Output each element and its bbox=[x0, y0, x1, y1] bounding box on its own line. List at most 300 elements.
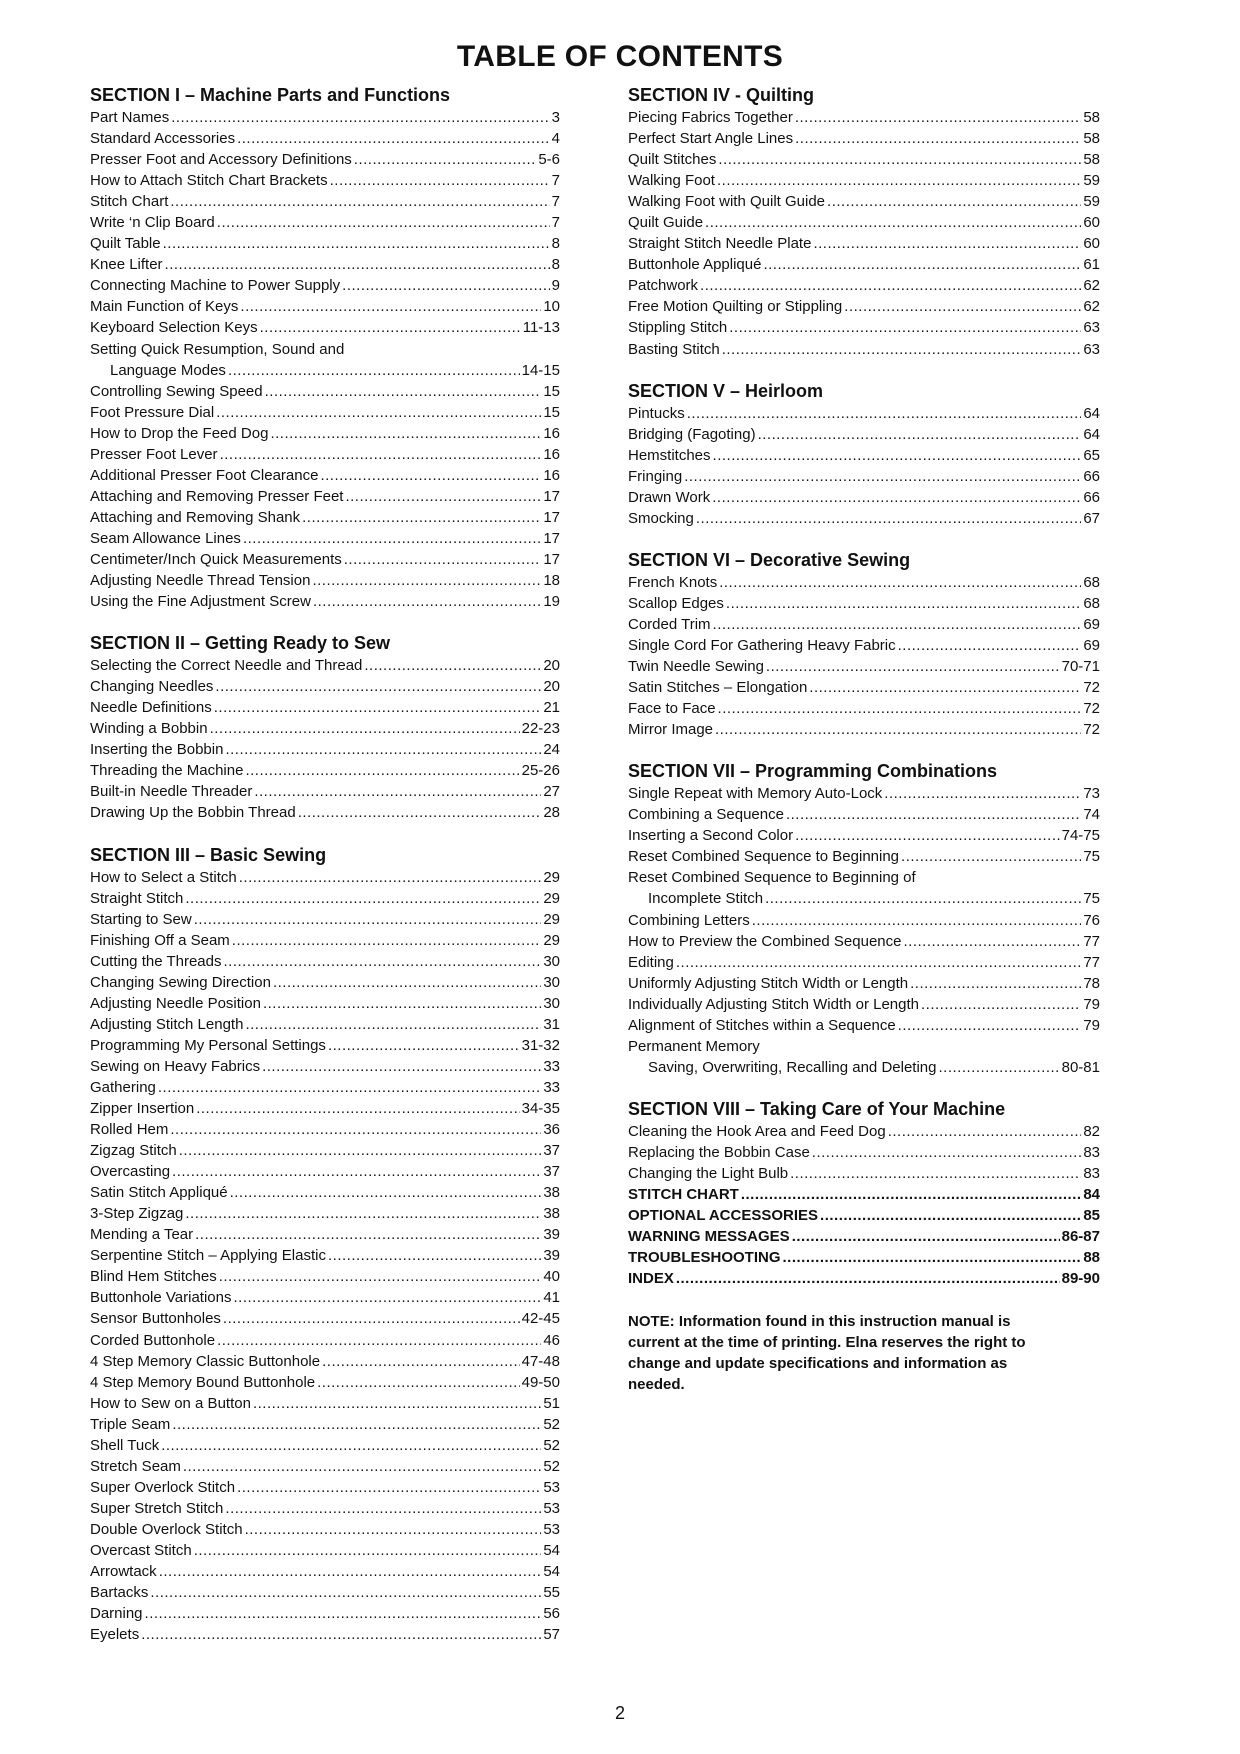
leader-dots bbox=[687, 403, 1082, 424]
leader-dots bbox=[263, 993, 541, 1014]
toc-entry-page: 49-50 bbox=[521, 1373, 560, 1391]
leader-dots bbox=[196, 1098, 519, 1119]
toc-entry bbox=[90, 486, 560, 507]
toc-entry bbox=[628, 973, 1100, 994]
leader-dots bbox=[262, 1056, 541, 1077]
leader-dots bbox=[302, 507, 541, 528]
leader-dots bbox=[812, 1142, 1082, 1163]
toc-entry-page: 7 bbox=[551, 193, 560, 211]
toc-entry-label: Programming My Personal Settings bbox=[90, 1036, 326, 1054]
toc-entry-label: Gathering bbox=[90, 1078, 156, 1096]
toc-entry-label: Overcast Stitch bbox=[90, 1542, 192, 1559]
leader-dots bbox=[741, 1184, 1081, 1205]
section-heading: SECTION III – Basic Sewing bbox=[90, 844, 327, 865]
leader-dots bbox=[237, 128, 550, 149]
toc-entry-label: Buttonhole Appliqué bbox=[628, 256, 762, 274]
toc-entry-label: Basting Stitch bbox=[628, 340, 720, 358]
leader-dots bbox=[185, 888, 541, 909]
toc-entry bbox=[90, 930, 560, 951]
toc-entry-label: Straight Stitch Needle Plate bbox=[628, 235, 812, 253]
toc-entry-label: Blind Hem Stitches bbox=[90, 1268, 217, 1286]
leader-dots bbox=[676, 952, 1081, 973]
toc-entry-label: Perfect Start Angle Lines bbox=[628, 130, 794, 148]
leader-dots bbox=[223, 951, 541, 972]
toc-entry-label: Replacing the Bobbin Case bbox=[628, 1143, 810, 1161]
toc-entry-label: Quilt Stitches bbox=[628, 151, 717, 169]
toc-entry bbox=[90, 1456, 560, 1477]
leader-dots bbox=[722, 339, 1082, 360]
leader-dots bbox=[765, 888, 1081, 909]
leader-dots bbox=[172, 1414, 541, 1435]
leader-dots bbox=[313, 591, 541, 612]
toc-entry bbox=[628, 614, 1100, 635]
toc-entry-label: Adjusting Needle Position bbox=[90, 994, 261, 1012]
toc-entry-label: Selecting the Correct Needle and Thread bbox=[90, 657, 363, 675]
toc-entry bbox=[90, 317, 560, 338]
toc-entry-label: Reset Combined Sequence to Beginning of bbox=[628, 869, 916, 887]
leader-dots bbox=[210, 718, 520, 739]
toc-entry bbox=[90, 1603, 560, 1624]
toc-section bbox=[628, 549, 1100, 740]
leader-dots bbox=[145, 1603, 542, 1624]
toc-entry-page: 39 bbox=[543, 1247, 560, 1265]
toc-entry-page: 24 bbox=[543, 741, 560, 759]
leader-dots bbox=[364, 655, 541, 676]
leader-dots bbox=[150, 1582, 541, 1603]
toc-entry-label: Incomplete Stitch bbox=[648, 890, 764, 908]
leader-dots bbox=[898, 1015, 1082, 1036]
toc-entry bbox=[90, 1161, 560, 1182]
leader-dots bbox=[910, 973, 1081, 994]
toc-entry-label: Presser Foot and Accessory Definitions bbox=[90, 151, 352, 169]
section-heading: SECTION VIII – Taking Care of Your Machine bbox=[628, 1098, 1006, 1119]
leader-dots bbox=[766, 656, 1060, 677]
toc-entry-label: How to Select a Stitch bbox=[90, 868, 237, 886]
toc-entry bbox=[90, 1014, 560, 1035]
toc-entry-page: 8 bbox=[551, 256, 560, 274]
leader-dots bbox=[718, 149, 1081, 170]
toc-entry bbox=[628, 508, 1100, 529]
toc-left-column bbox=[90, 84, 560, 1665]
toc-entry-label: Starting to Sew bbox=[90, 910, 192, 928]
toc-entry bbox=[90, 697, 560, 718]
toc-entry-page: 57 bbox=[543, 1626, 560, 1644]
toc-entry bbox=[628, 1247, 1100, 1268]
leader-dots bbox=[719, 572, 1081, 593]
leader-dots bbox=[713, 614, 1082, 635]
toc-entry-page: 85 bbox=[1083, 1207, 1100, 1225]
toc-entry-page: 74 bbox=[1083, 806, 1100, 824]
toc-entry-page: 53 bbox=[543, 1478, 560, 1496]
toc-entry bbox=[90, 1077, 560, 1098]
toc-entry bbox=[628, 783, 1100, 804]
toc-entry-page: 68 bbox=[1083, 594, 1100, 612]
leader-dots bbox=[270, 423, 541, 444]
toc-entry bbox=[628, 254, 1100, 275]
leader-dots bbox=[827, 191, 1081, 212]
leader-dots bbox=[165, 254, 550, 275]
section-heading: SECTION II – Getting Ready to Sew bbox=[90, 633, 391, 654]
toc-entry-label: Super Stretch Stitch bbox=[90, 1499, 224, 1517]
toc-entry bbox=[90, 1540, 560, 1561]
leader-dots bbox=[245, 1014, 541, 1035]
toc-entry bbox=[90, 275, 560, 296]
leader-dots bbox=[163, 233, 550, 254]
toc-entry-label: Language Modes bbox=[110, 361, 226, 379]
leader-dots bbox=[729, 317, 1081, 338]
leader-dots bbox=[888, 1121, 1082, 1142]
toc-entry-label: Presser Foot Lever bbox=[90, 445, 218, 463]
toc-entry bbox=[90, 1287, 560, 1308]
toc-entry-label: Overcasting bbox=[90, 1163, 171, 1181]
toc-entry bbox=[90, 1056, 560, 1077]
toc-entry bbox=[90, 1119, 560, 1140]
toc-entry bbox=[628, 233, 1100, 254]
toc-entry-label: Stitch Chart bbox=[90, 193, 169, 211]
toc-entry-label: Centimeter/Inch Quick Measurements bbox=[90, 550, 342, 568]
toc-entry bbox=[90, 1393, 560, 1414]
toc-entry bbox=[90, 909, 560, 930]
toc-entry bbox=[628, 1142, 1100, 1163]
toc-entry bbox=[628, 888, 1100, 909]
leader-dots bbox=[216, 402, 541, 423]
toc-entry bbox=[628, 212, 1100, 233]
toc-entry bbox=[90, 1098, 560, 1119]
toc-entry-label: INDEX bbox=[628, 1270, 674, 1288]
toc-entry bbox=[90, 381, 560, 402]
leader-dots bbox=[330, 170, 550, 191]
section-heading: SECTION I – Machine Parts and Functions bbox=[90, 85, 451, 105]
toc-entry bbox=[90, 339, 560, 360]
leader-dots bbox=[718, 698, 1082, 719]
toc-entry-label: Double Overlock Stitch bbox=[90, 1520, 243, 1538]
toc-entry-label: Piecing Fabrics Together bbox=[628, 109, 793, 126]
leader-dots bbox=[786, 804, 1081, 825]
toc-entry-label: 4 Step Memory Classic Buttonhole bbox=[90, 1352, 321, 1370]
toc-entry-page: 77 bbox=[1083, 932, 1100, 950]
toc-entry-label: 4 Step Memory Bound Buttonhole bbox=[90, 1373, 316, 1391]
toc-entry-label: Changing Sewing Direction bbox=[90, 973, 271, 991]
toc-entry bbox=[628, 1015, 1100, 1036]
toc-entry bbox=[90, 1035, 560, 1056]
toc-entry-label: Serpentine Stitch – Applying Elastic bbox=[90, 1247, 326, 1265]
toc-entry bbox=[628, 424, 1100, 445]
toc-entry bbox=[90, 402, 560, 423]
toc-entry-page: 51 bbox=[543, 1394, 560, 1412]
toc-entry bbox=[628, 867, 1100, 888]
leader-dots bbox=[215, 676, 541, 697]
leader-dots bbox=[214, 697, 542, 718]
toc-entry bbox=[90, 1351, 560, 1372]
toc-entry bbox=[628, 572, 1100, 593]
toc-entry-label: Walking Foot bbox=[628, 172, 715, 190]
toc-entry-label: Sensor Buttonholes bbox=[90, 1310, 221, 1328]
toc-entry-label: Stretch Seam bbox=[90, 1457, 181, 1475]
toc-entry bbox=[90, 528, 560, 549]
toc-entry-page: 83 bbox=[1083, 1164, 1100, 1182]
section-heading: SECTION V – Heirloom bbox=[628, 380, 824, 401]
toc-entry bbox=[90, 802, 560, 823]
toc-entry-page: 53 bbox=[543, 1499, 560, 1517]
toc-entry-page: 20 bbox=[543, 657, 560, 675]
toc-entry-label: Changing the Light Bulb bbox=[628, 1164, 789, 1182]
toc-entry-label: How to Attach Stitch Chart Brackets bbox=[90, 172, 328, 190]
toc-entry bbox=[628, 107, 1100, 128]
leader-dots bbox=[712, 487, 1081, 508]
leader-dots bbox=[763, 254, 1081, 275]
leader-dots bbox=[328, 1035, 520, 1056]
toc-entry-label: Mirror Image bbox=[628, 721, 714, 739]
toc-entry-label: Smocking bbox=[628, 509, 694, 527]
toc-entry-label: Hemstitches bbox=[628, 446, 711, 464]
toc-entry-label: Super Overlock Stitch bbox=[90, 1478, 236, 1496]
toc-section bbox=[628, 1098, 1100, 1289]
toc-section bbox=[628, 380, 1100, 529]
toc-entry-label: Zigzag Stitch bbox=[90, 1142, 177, 1160]
toc-entry-page: 8 bbox=[551, 235, 560, 253]
section-heading: SECTION VI – Decorative Sewing bbox=[628, 549, 911, 570]
toc-entry bbox=[90, 1498, 560, 1519]
toc-entry-label: Drawn Work bbox=[628, 488, 711, 506]
leader-dots bbox=[170, 191, 549, 212]
toc-entry-label: Attaching and Removing Presser Feet bbox=[90, 487, 344, 505]
leader-dots bbox=[179, 1140, 542, 1161]
toc-entry bbox=[90, 1245, 560, 1266]
toc-entry-page: 30 bbox=[543, 952, 560, 970]
toc-entry bbox=[90, 1182, 560, 1203]
toc-entry-label: Single Repeat with Memory Auto-Lock bbox=[628, 785, 883, 803]
toc-entry bbox=[628, 275, 1100, 296]
toc-entry-page: 58 bbox=[1083, 151, 1100, 169]
toc-entry-label: Combining a Sequence bbox=[628, 806, 784, 824]
leader-dots bbox=[217, 1330, 541, 1351]
toc-entry-label: Threading the Machine bbox=[90, 762, 244, 780]
toc-entry-label: Inserting a Second Color bbox=[628, 827, 794, 845]
toc-entry-page: 20 bbox=[543, 678, 560, 696]
toc-entry-page: 66 bbox=[1083, 467, 1100, 485]
leader-dots bbox=[795, 825, 1060, 846]
toc-entry-label: 3-Step Zigzag bbox=[90, 1205, 184, 1223]
leader-dots bbox=[217, 212, 550, 233]
toc-entry bbox=[90, 465, 560, 486]
toc-entry bbox=[628, 931, 1100, 952]
leader-dots bbox=[904, 931, 1082, 952]
leader-dots bbox=[194, 1540, 542, 1561]
section-heading: SECTION IV - Quilting bbox=[628, 85, 814, 105]
toc-entry bbox=[628, 339, 1100, 360]
toc-entry-page: 82 bbox=[1083, 1122, 1100, 1140]
leader-dots bbox=[809, 677, 1081, 698]
toc-entry-page: 52 bbox=[543, 1415, 560, 1433]
toc-entry bbox=[90, 549, 560, 570]
toc-entry bbox=[90, 1519, 560, 1540]
toc-entry bbox=[628, 149, 1100, 170]
toc-entry bbox=[90, 107, 560, 128]
toc-entry-label: Patchwork bbox=[628, 277, 699, 295]
toc-entry-page: 52 bbox=[543, 1457, 560, 1475]
toc-entry bbox=[628, 317, 1100, 338]
toc-entry-label: Knee Lifter bbox=[90, 256, 163, 274]
leader-dots bbox=[705, 212, 1081, 233]
leader-dots bbox=[159, 1561, 542, 1582]
toc-entry-label: Quilt Table bbox=[90, 235, 161, 253]
toc-entry bbox=[628, 910, 1100, 931]
leader-dots bbox=[225, 739, 541, 760]
leader-dots bbox=[298, 802, 542, 823]
toc-entry-label: Saving, Overwriting, Recalling and Deleting bbox=[648, 1058, 937, 1076]
toc-entry bbox=[90, 1140, 560, 1161]
leader-dots bbox=[260, 317, 521, 338]
toc-entry bbox=[90, 1561, 560, 1582]
toc-entry-page: 53 bbox=[543, 1520, 560, 1538]
toc-entry-label: Setting Quick Resumption, Sound and bbox=[90, 340, 345, 358]
leader-dots bbox=[228, 360, 520, 381]
toc-entry-label: Fringing bbox=[628, 467, 683, 485]
toc-entry-label: French Knots bbox=[628, 573, 718, 591]
toc-entry bbox=[90, 1435, 560, 1456]
toc-entry bbox=[628, 1226, 1100, 1247]
toc-entry-page: 36 bbox=[543, 1121, 560, 1139]
toc-entry-page: 29 bbox=[543, 889, 560, 907]
toc-entry bbox=[90, 1266, 560, 1287]
leader-dots bbox=[223, 1308, 520, 1329]
toc-entry-label: Stippling Stitch bbox=[628, 319, 728, 337]
toc-entry-page: 61 bbox=[1083, 256, 1100, 274]
toc-entry bbox=[90, 993, 560, 1014]
leader-dots bbox=[676, 1268, 1060, 1289]
leader-dots bbox=[171, 107, 549, 128]
toc-entry-page: 60 bbox=[1083, 235, 1100, 253]
toc-entry-label: Adjusting Needle Thread Tension bbox=[90, 572, 311, 590]
toc-entry bbox=[628, 1205, 1100, 1226]
leader-dots bbox=[254, 781, 541, 802]
toc-entry bbox=[90, 360, 560, 381]
leader-dots bbox=[245, 760, 519, 781]
leader-dots bbox=[696, 508, 1081, 529]
toc-entry-page: 5-6 bbox=[538, 151, 560, 169]
leader-dots bbox=[183, 1456, 541, 1477]
toc-entry bbox=[90, 296, 560, 317]
leader-dots bbox=[726, 593, 1081, 614]
leader-dots bbox=[312, 570, 541, 591]
leader-dots bbox=[172, 1161, 541, 1182]
manual-note: NOTE: Information found in this instruction manual is current at the time of printing. Elna reserves the right to change and update specifications and information as needed. bbox=[628, 1313, 1026, 1394]
leader-dots bbox=[342, 275, 550, 296]
toc-entry-label: Walking Foot with Quilt Guide bbox=[628, 193, 826, 211]
toc-entry-page: 17 bbox=[543, 550, 560, 568]
toc-entry-label: Sewing on Heavy Fabrics bbox=[90, 1057, 261, 1075]
toc-entry-label: Changing Needles bbox=[90, 678, 214, 696]
toc-entry bbox=[628, 656, 1100, 677]
toc-entry-page: 73 bbox=[1083, 785, 1100, 803]
leader-dots bbox=[195, 1224, 541, 1245]
toc-entry bbox=[90, 170, 560, 191]
toc-entry-page: 17 bbox=[543, 487, 560, 505]
toc-entry bbox=[90, 760, 560, 781]
toc-entry bbox=[628, 804, 1100, 825]
toc-entry-page: 31-32 bbox=[521, 1036, 560, 1054]
toc-entry-page: 64 bbox=[1083, 425, 1100, 443]
toc-entry-label: Single Cord For Gathering Heavy Fabric bbox=[628, 636, 896, 654]
toc-entry bbox=[628, 1184, 1100, 1205]
toc-entry-label: Mending a Tear bbox=[90, 1226, 194, 1244]
toc-entry bbox=[90, 507, 560, 528]
toc-entry-page: 31 bbox=[543, 1015, 560, 1033]
leader-dots bbox=[713, 445, 1082, 466]
toc-entry-page: 33 bbox=[543, 1057, 560, 1075]
toc-entry-page: 69 bbox=[1083, 615, 1100, 633]
toc-entry bbox=[90, 951, 560, 972]
leader-dots bbox=[345, 486, 541, 507]
toc-entry-page: 19 bbox=[543, 593, 560, 611]
toc-entry-label: Winding a Bobbin bbox=[90, 720, 208, 738]
toc-entry-label: How to Preview the Combined Sequence bbox=[628, 932, 902, 950]
leader-dots bbox=[233, 1287, 541, 1308]
toc-entry-page: 84 bbox=[1083, 1186, 1100, 1204]
toc-entry-label: Quilt Guide bbox=[628, 214, 704, 232]
leader-dots bbox=[141, 1624, 541, 1645]
toc-entry bbox=[628, 698, 1100, 719]
leader-dots bbox=[240, 296, 541, 317]
leader-dots bbox=[898, 635, 1082, 656]
toc-entry-label: Free Motion Quilting or Stippling bbox=[628, 298, 843, 316]
leader-dots bbox=[790, 1163, 1081, 1184]
toc-entry-page: 18 bbox=[543, 572, 560, 590]
toc-entry-page: 80-81 bbox=[1061, 1058, 1100, 1076]
toc-entry bbox=[90, 867, 560, 888]
toc-entry-label: Cleaning the Hook Area and Feed Dog bbox=[628, 1122, 886, 1140]
toc-entry-label: How to Drop the Feed Dog bbox=[90, 424, 269, 442]
toc-entry bbox=[628, 403, 1100, 424]
toc-entry-page: 9 bbox=[551, 277, 560, 295]
leader-dots bbox=[792, 1226, 1060, 1247]
toc-entry-label: Shell Tuck bbox=[90, 1436, 160, 1454]
toc-entry-label: Foot Pressure Dial bbox=[90, 403, 215, 421]
toc-entry-page: 69 bbox=[1083, 636, 1100, 654]
toc-entry-page: 78 bbox=[1083, 974, 1100, 992]
leader-dots bbox=[901, 846, 1081, 867]
toc-entry bbox=[628, 593, 1100, 614]
toc-entry-label: Write ‘n Clip Board bbox=[90, 214, 215, 232]
leader-dots bbox=[783, 1247, 1082, 1268]
toc-entry-label: Individually Adjusting Stitch Width or Length bbox=[628, 995, 919, 1013]
toc-entry-label: Main Function of Keys bbox=[90, 298, 239, 316]
toc-entry bbox=[90, 254, 560, 275]
toc-entry-label: Standard Accessories bbox=[90, 130, 236, 148]
toc-entry bbox=[90, 718, 560, 739]
toc-entry bbox=[628, 635, 1100, 656]
leader-dots bbox=[813, 233, 1081, 254]
toc-entry-page: 27 bbox=[543, 783, 560, 801]
toc-entry bbox=[90, 781, 560, 802]
toc-entry-label: Cutting the Threads bbox=[90, 952, 222, 970]
toc-entry-page: 62 bbox=[1083, 277, 1100, 295]
toc-right-column bbox=[628, 84, 1100, 1395]
leader-dots bbox=[921, 994, 1081, 1015]
page-number: 2 bbox=[614, 1703, 625, 1723]
toc-entry-page: 37 bbox=[543, 1142, 560, 1160]
toc-entry-page: 7 bbox=[551, 214, 560, 232]
toc-entry-page: 72 bbox=[1083, 721, 1100, 739]
toc-entry-page: 79 bbox=[1083, 995, 1100, 1013]
toc-entry-page: 30 bbox=[543, 973, 560, 991]
toc-entry-page: 89-90 bbox=[1061, 1270, 1100, 1288]
toc-section bbox=[628, 84, 1100, 360]
toc-entry bbox=[90, 591, 560, 612]
leader-dots bbox=[253, 1393, 541, 1414]
toc-entry-page: 39 bbox=[543, 1226, 560, 1244]
toc-entry-label: Darning bbox=[90, 1605, 143, 1623]
